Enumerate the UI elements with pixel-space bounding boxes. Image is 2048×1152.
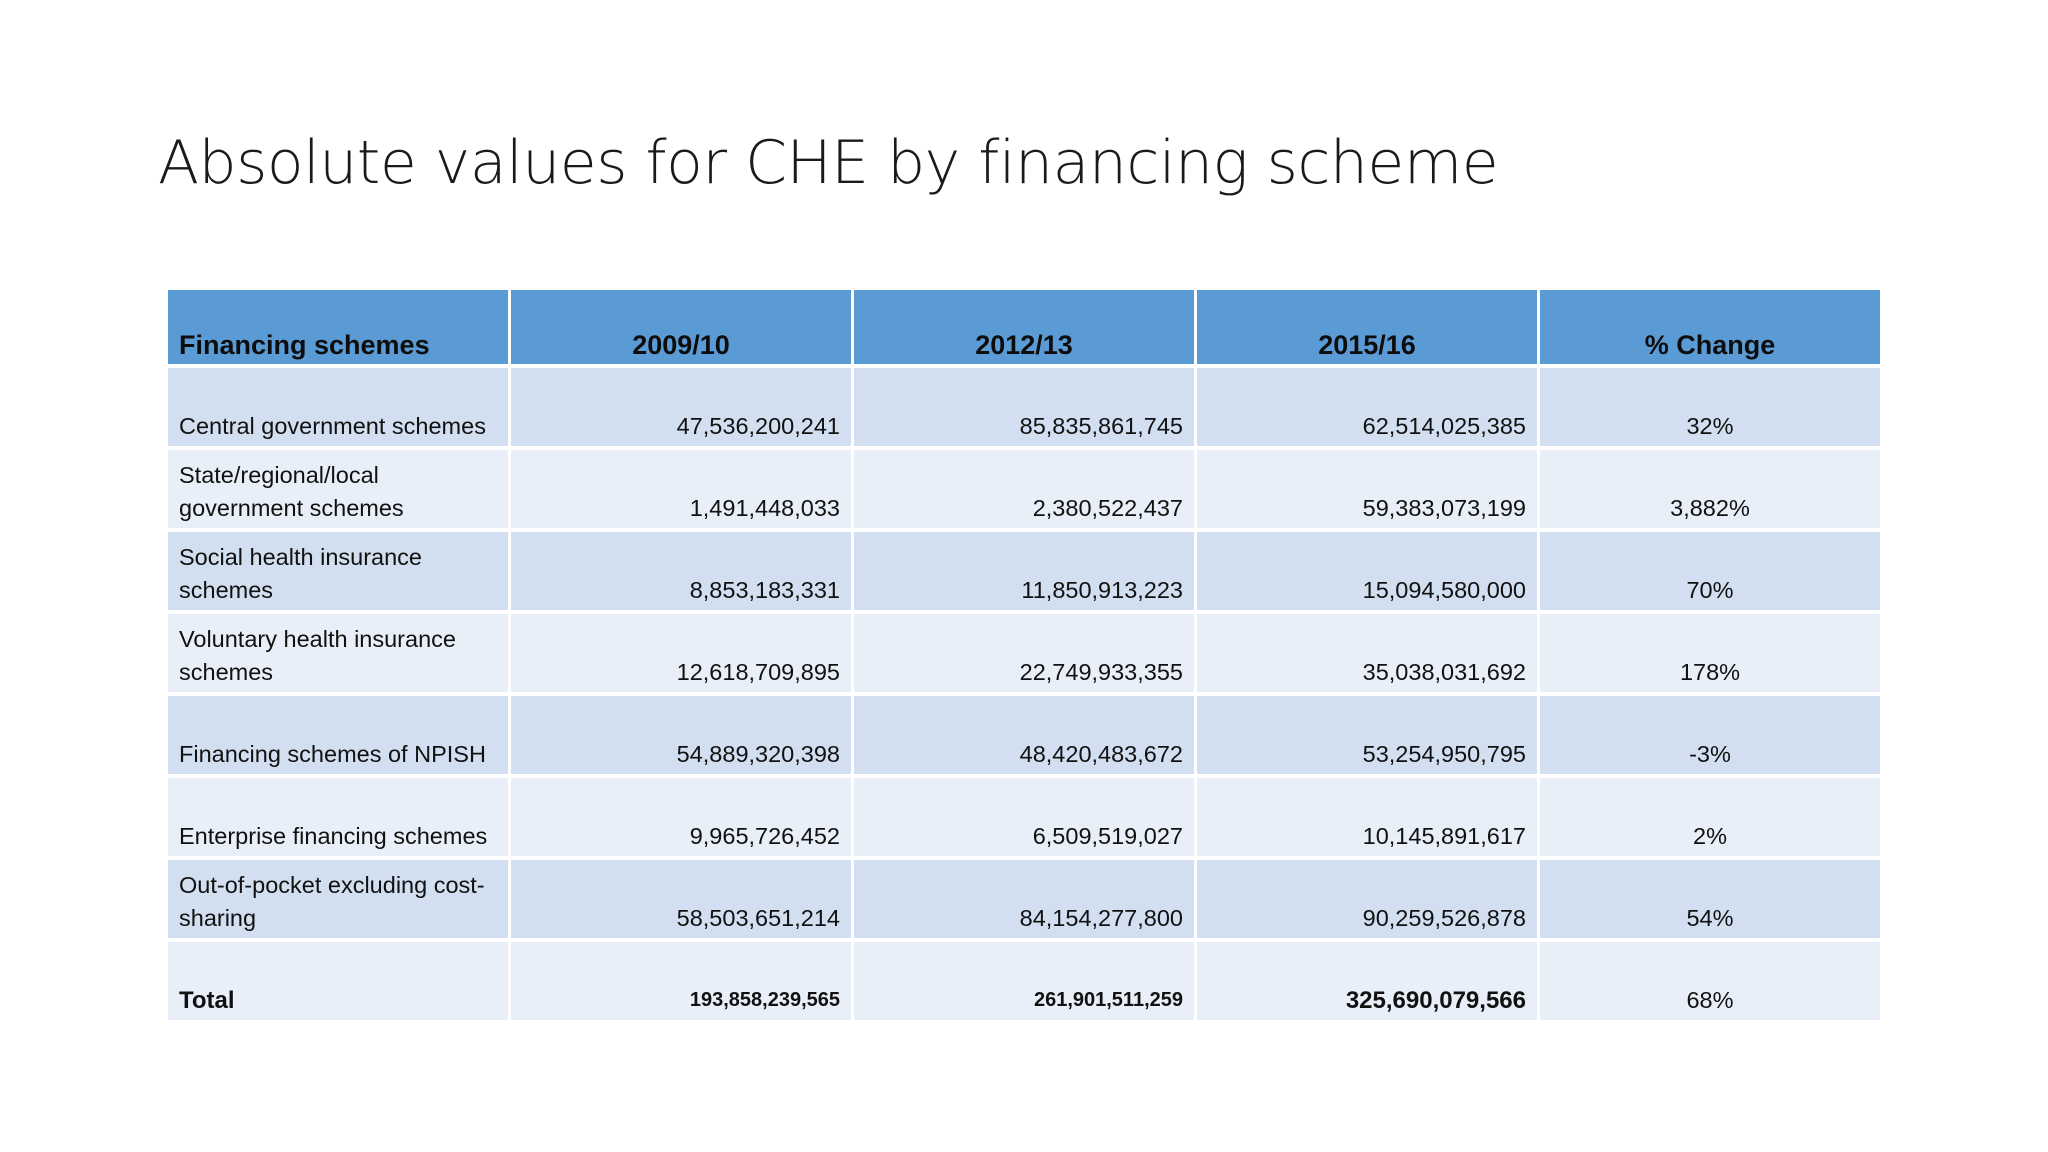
table-row — [168, 778, 1880, 856]
table-row — [168, 614, 1880, 692]
value-2015-16: 59,383,073,199 — [1197, 450, 1537, 528]
table-row — [168, 696, 1880, 774]
value-2012-13: 22,749,933,355 — [854, 614, 1194, 692]
value-2012-13: 2,380,522,437 — [854, 450, 1194, 528]
value-2009-10: 54,889,320,398 — [511, 696, 851, 774]
value-2012-13: 6,509,519,027 — [854, 778, 1194, 856]
table-header-row — [168, 290, 1880, 364]
total-2012-13: 261,901,511,259 — [854, 942, 1194, 1020]
header-financing-schemes: Financing schemes — [168, 290, 508, 364]
total-percent-change: 68% — [1540, 942, 1880, 1020]
value-percent-change: 3,882% — [1540, 450, 1880, 528]
row-name: Out-of-pocket excluding cost-sharing — [168, 860, 508, 938]
value-percent-change: 178% — [1540, 614, 1880, 692]
total-2015-16: 325,690,079,566 — [1197, 942, 1537, 1020]
total-2009-10: 193,858,239,565 — [511, 942, 851, 1020]
value-2012-13: 85,835,861,745 — [854, 368, 1194, 446]
row-name: State/regional/local government schemes — [168, 450, 508, 528]
header-percent-change: % Change — [1540, 290, 1880, 364]
row-name: Enterprise financing schemes — [168, 778, 508, 856]
table-row — [168, 860, 1880, 938]
row-name: Social health insurance schemes — [168, 532, 508, 610]
value-2009-10: 47,536,200,241 — [511, 368, 851, 446]
table-row — [168, 368, 1880, 446]
total-label: Total — [168, 942, 508, 1020]
row-name: Voluntary health insurance schemes — [168, 614, 508, 692]
table-total-row — [168, 942, 1880, 1020]
value-2009-10: 58,503,651,214 — [511, 860, 851, 938]
value-2015-16: 15,094,580,000 — [1197, 532, 1537, 610]
table-row — [168, 450, 1880, 528]
value-2015-16: 90,259,526,878 — [1197, 860, 1537, 938]
header-2012-13: 2012/13 — [854, 290, 1194, 364]
header-2009-10: 2009/10 — [511, 290, 851, 364]
slide-title: Absolute values for CHE by financing scheme — [158, 128, 1499, 198]
value-percent-change: 32% — [1540, 368, 1880, 446]
value-2012-13: 48,420,483,672 — [854, 696, 1194, 774]
value-2015-16: 10,145,891,617 — [1197, 778, 1537, 856]
header-2015-16: 2015/16 — [1197, 290, 1537, 364]
value-percent-change: 70% — [1540, 532, 1880, 610]
value-2009-10: 8,853,183,331 — [511, 532, 851, 610]
value-2015-16: 35,038,031,692 — [1197, 614, 1537, 692]
value-percent-change: -3% — [1540, 696, 1880, 774]
row-name: Financing schemes of NPISH — [168, 696, 508, 774]
row-name: Central government schemes — [168, 368, 508, 446]
table-row — [168, 532, 1880, 610]
value-2009-10: 1,491,448,033 — [511, 450, 851, 528]
financing-schemes-table — [165, 286, 1883, 1024]
value-2012-13: 11,850,913,223 — [854, 532, 1194, 610]
value-2012-13: 84,154,277,800 — [854, 860, 1194, 938]
value-percent-change: 2% — [1540, 778, 1880, 856]
value-percent-change: 54% — [1540, 860, 1880, 938]
value-2009-10: 12,618,709,895 — [511, 614, 851, 692]
value-2009-10: 9,965,726,452 — [511, 778, 851, 856]
value-2015-16: 53,254,950,795 — [1197, 696, 1537, 774]
value-2015-16: 62,514,025,385 — [1197, 368, 1537, 446]
